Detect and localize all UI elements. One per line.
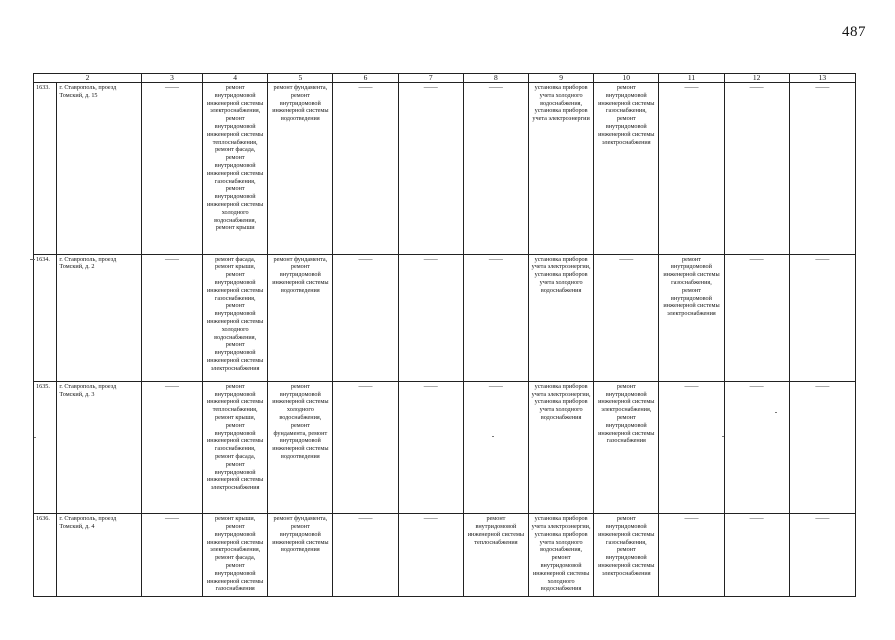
work-line: инженерной системы <box>532 569 590 577</box>
empty-cell-dash <box>398 381 463 513</box>
work-line: установка приборов <box>534 271 588 279</box>
work-line: электроснабжения, <box>210 546 261 554</box>
work-cell-c4 <box>203 514 268 597</box>
work-line: внутридомовой <box>214 390 256 398</box>
empty-cell-dash <box>724 514 789 597</box>
work-line: внутридомовой <box>214 569 256 577</box>
work-line: газоснабжения, ремонт <box>605 538 647 554</box>
work-line: ремонт внутридомовой <box>475 515 517 530</box>
work-line: внутридомовой <box>214 161 256 169</box>
empty-cell-dash <box>789 381 855 513</box>
work-line: электроснабжения <box>210 364 260 372</box>
work-line: ремонт <box>225 84 245 91</box>
work-line: водоснабжения, <box>214 216 257 224</box>
work-line: ремонт <box>225 421 245 429</box>
dash-mark: —— <box>423 514 438 523</box>
table-row <box>34 83 856 255</box>
work-cell-c5 <box>268 254 333 381</box>
empty-cell-dash <box>724 254 789 381</box>
work-line: внутридомовой <box>214 429 256 437</box>
work-line: газоснабжения <box>215 585 255 593</box>
work-cell-c9 <box>529 381 594 513</box>
scan-mark <box>30 259 35 260</box>
dash-mark: —— <box>488 381 503 390</box>
empty-cell-dash <box>789 83 855 255</box>
work-line: холодного <box>547 577 575 585</box>
work-line: ремонт внутридомовой <box>279 522 321 538</box>
work-line: водоотведения <box>281 453 320 461</box>
work-line: фундамента, ремонт <box>273 429 328 437</box>
work-cell-c8 <box>463 514 528 597</box>
work-line: ремонт <box>225 460 245 468</box>
table-row <box>34 514 856 597</box>
work-line: холодного <box>221 208 249 216</box>
work-cell-c4 <box>203 381 268 513</box>
empty-cell-dash <box>789 514 855 597</box>
empty-cell-dash <box>594 254 659 381</box>
dash-mark: —— <box>358 381 373 390</box>
work-line: установка приборов <box>534 398 588 406</box>
work-line: учета холодного <box>539 538 583 546</box>
work-line: инженерной системы <box>598 530 655 538</box>
empty-cell-dash <box>398 254 463 381</box>
work-line: инженерной системы <box>467 530 525 538</box>
empty-cell-dash <box>463 83 528 255</box>
scan-mark <box>722 436 724 437</box>
work-line: ремонт фасада, <box>215 255 256 263</box>
work-line: ремонт фасада, <box>215 146 256 154</box>
work-line: установка приборов <box>534 84 588 91</box>
dash-mark: —— <box>358 83 373 91</box>
work-line: инженерной системы <box>207 476 264 484</box>
row-number: 1635. <box>34 381 57 513</box>
work-line: внутридомовой <box>605 554 647 562</box>
work-line: холодного <box>286 406 314 414</box>
work-line: внутридомовой <box>214 530 256 538</box>
work-line: установка приборов <box>534 530 588 538</box>
work-line: ремонт внутридомовой <box>279 263 321 279</box>
dash-mark: —— <box>488 254 503 263</box>
work-line: инженерной системы <box>207 437 264 445</box>
empty-cell-dash <box>333 254 398 381</box>
work-line: электроснабжения, <box>601 406 652 414</box>
work-line: холодного <box>221 325 249 333</box>
work-line: инженерной системы <box>207 357 264 365</box>
work-line: внутридомовой <box>214 279 256 287</box>
work-cell-c4 <box>203 254 268 381</box>
work-line: ремонт <box>225 115 245 123</box>
scan-mark <box>492 436 494 437</box>
capital-repair-table <box>33 73 856 597</box>
work-line: инженерной системы <box>272 107 329 115</box>
empty-cell-dash <box>398 514 463 597</box>
empty-cell-dash <box>463 381 528 513</box>
empty-cell-dash <box>333 83 398 255</box>
empty-cell-dash <box>141 381 202 513</box>
address-cell: г. Ставрополь, проезд Томский, д. 2 <box>57 254 142 381</box>
work-cell-c4 <box>203 83 268 255</box>
column-header: 7 <box>398 74 463 83</box>
work-line: ремонт фасада, <box>215 453 256 461</box>
work-line: газоснабжения, ремонт <box>671 279 712 294</box>
empty-cell-dash <box>724 381 789 513</box>
work-cell-c9 <box>529 514 594 597</box>
work-line: внутридомовой <box>605 122 647 130</box>
dash-mark: —— <box>165 83 179 91</box>
dash-mark: —— <box>423 83 438 91</box>
work-line: ремонт фундамента, <box>273 255 328 263</box>
work-line: инженерной системы <box>598 99 655 107</box>
address-cell: г. Ставрополь, проезд Томский, д. 3 <box>57 381 142 513</box>
work-line: инженерной системы <box>272 445 329 453</box>
work-line: ремонт <box>225 302 245 310</box>
column-header: 4 <box>203 74 268 83</box>
scan-mark <box>34 437 36 438</box>
work-line: газоснабжения, <box>214 177 256 185</box>
empty-cell-dash <box>333 514 398 597</box>
work-line: внутридомовой <box>279 437 321 445</box>
dash-mark: —— <box>165 254 179 263</box>
column-header: 9 <box>529 74 594 83</box>
address-cell: г. Ставрополь, проезд Томский, д. 4 <box>57 514 142 597</box>
dash-mark: —— <box>684 83 699 91</box>
scan-mark <box>775 412 777 413</box>
table-row <box>34 381 856 513</box>
work-line: ремонт <box>225 382 245 390</box>
work-line: ремонт внутридомовой <box>605 515 647 530</box>
work-line: инженерной системы <box>207 286 264 294</box>
work-line: инженерной системы <box>663 271 720 279</box>
work-line: инженерной системы <box>207 538 264 546</box>
column-header: 12 <box>724 74 789 83</box>
work-cell-c5 <box>268 83 333 255</box>
work-line: ремонт <box>225 341 245 349</box>
dash-mark: —— <box>749 83 764 91</box>
work-line: ремонт внутридомовой <box>605 414 647 429</box>
dash-mark: —— <box>815 83 830 91</box>
dash-mark: —— <box>684 381 699 390</box>
work-line: внутридомовой <box>214 310 256 318</box>
dash-mark: —— <box>749 514 764 523</box>
work-line: газоснабжения, ремонт <box>605 107 647 123</box>
work-line: ремонт внутридомовой <box>605 382 647 398</box>
dash-mark: —— <box>358 514 373 523</box>
work-line: электроснабжения <box>210 484 260 492</box>
column-header: 11 <box>659 74 724 83</box>
dash-mark: —— <box>684 514 699 523</box>
work-line: ремонт <box>225 154 245 162</box>
work-line: инженерной системы <box>207 577 264 585</box>
work-line: инженерной системы <box>207 200 264 208</box>
empty-cell-dash <box>659 514 724 597</box>
work-line: ремонт <box>225 185 245 193</box>
empty-cell-dash <box>398 83 463 255</box>
work-line: водоотведения <box>281 286 320 294</box>
column-header: 6 <box>333 74 398 83</box>
row-number: 1634. <box>34 254 57 381</box>
dash-mark: —— <box>488 83 503 91</box>
work-line: теплоснабжения <box>474 538 518 546</box>
work-line: инженерной системы <box>663 302 720 310</box>
work-line: водоснабжения <box>540 414 582 422</box>
dash-mark: —— <box>358 254 373 263</box>
dash-mark: —— <box>815 254 830 263</box>
column-header: 13 <box>789 74 855 83</box>
empty-cell-dash <box>333 381 398 513</box>
work-line: внутридомовой <box>671 294 712 302</box>
work-line: водоснабжения, ремонт <box>540 546 583 562</box>
work-cell-c9 <box>529 83 594 255</box>
column-number-row <box>34 74 856 83</box>
dash-mark: —— <box>423 381 438 390</box>
work-line: водоотведения <box>281 546 320 554</box>
work-line: водоснабжения, <box>540 99 583 107</box>
work-line: теплоснабжения, <box>212 406 258 414</box>
work-line: ремонт внутридомовой <box>671 255 712 271</box>
page-number: 487 <box>842 24 866 40</box>
work-line: водоснабжения <box>540 585 582 593</box>
dash-mark: —— <box>165 514 179 523</box>
empty-cell-dash <box>463 254 528 381</box>
work-line: водоснабжения, ремонт <box>279 414 322 429</box>
work-line: ремонт крыши, <box>215 414 256 422</box>
work-line: электроснабжения <box>601 138 651 146</box>
work-line: теплоснабжения, <box>212 138 258 146</box>
work-line: электроснабжения <box>601 569 651 577</box>
work-line: учета холодного <box>539 279 583 287</box>
address-cell: г. Ставрополь, проезд Томский, д. 15 <box>57 83 142 255</box>
work-line: ремонт внутридомовой <box>605 84 647 99</box>
column-header: 2 <box>34 74 142 83</box>
work-cell-c5 <box>268 514 333 597</box>
row-number: 1636. <box>34 514 57 597</box>
work-line: ремонт фундамента, <box>273 515 328 523</box>
work-line: ремонт фундамента, <box>273 84 328 91</box>
row-number: 1633. <box>34 83 57 255</box>
work-line: ремонт <box>225 561 245 569</box>
work-line: инженерной системы <box>207 99 264 107</box>
dash-mark: —— <box>749 254 764 263</box>
column-header: 8 <box>463 74 528 83</box>
work-line: внутридомовой <box>214 91 256 99</box>
empty-cell-dash <box>724 83 789 255</box>
work-line: ремонт фасада, <box>215 554 256 562</box>
work-line: ремонт <box>225 522 245 530</box>
work-line: газоснабжения, <box>214 294 256 302</box>
work-line: установка приборов <box>534 515 588 523</box>
dash-mark: —— <box>749 381 764 390</box>
work-line: ремонт внутридомовой <box>279 91 321 107</box>
work-line: инженерной системы <box>598 429 655 437</box>
work-line: внутридомовой <box>540 561 582 569</box>
work-line: инженерной системы <box>207 130 264 138</box>
work-line: учета электроэнергии <box>532 115 590 123</box>
work-cell-c9 <box>529 254 594 381</box>
dash-mark: —— <box>619 254 634 263</box>
work-line: электроснабжения, <box>210 107 261 115</box>
work-line: внутридомовой <box>214 468 256 476</box>
column-header: 5 <box>268 74 333 83</box>
work-line: электроснабжения <box>667 310 716 318</box>
work-line: ремонт <box>225 271 245 279</box>
dash-mark: —— <box>423 254 438 263</box>
empty-cell-dash <box>141 254 202 381</box>
work-line: учета холодного <box>539 406 583 414</box>
work-cell-c11 <box>659 254 724 381</box>
work-line: инженерной системы <box>207 398 264 406</box>
work-line: инженерной системы <box>207 318 264 326</box>
work-line: установка приборов <box>534 255 588 263</box>
empty-cell-dash <box>141 514 202 597</box>
work-line: инженерной системы <box>598 561 655 569</box>
work-cell-c10 <box>594 83 659 255</box>
work-line: газоснабжения <box>606 437 646 445</box>
work-line: инженерной системы <box>598 130 655 138</box>
work-line: ремонт крыши, <box>215 263 256 271</box>
dash-mark: —— <box>165 381 179 390</box>
empty-cell-dash <box>789 254 855 381</box>
work-line: установка приборов <box>534 107 588 115</box>
dash-mark: —— <box>815 514 830 523</box>
work-line: водоснабжения <box>540 286 582 294</box>
dash-mark: —— <box>815 381 830 390</box>
column-header: 10 <box>594 74 659 83</box>
work-line: водоотведения <box>281 115 320 123</box>
work-line: установка приборов <box>534 382 588 390</box>
work-line: внутридомовой <box>214 122 256 130</box>
work-line: ремонт крыши <box>215 224 255 232</box>
work-line: учета электроэнергии, <box>531 263 591 271</box>
column-header: 3 <box>141 74 202 83</box>
work-cell-c10 <box>594 381 659 513</box>
empty-cell-dash <box>141 83 202 255</box>
work-line: инженерной системы <box>272 538 329 546</box>
work-line: газоснабжения, <box>214 445 256 453</box>
empty-cell-dash <box>659 83 724 255</box>
work-line: учета холодного <box>539 91 583 99</box>
work-line: учета электроэнергии, <box>531 522 591 530</box>
table-row <box>34 254 856 381</box>
work-line: инженерной системы <box>598 398 655 406</box>
work-line: инженерной системы <box>207 169 264 177</box>
work-line: инженерной системы <box>272 279 329 287</box>
work-line: ремонт крыши, <box>215 515 256 523</box>
work-line: внутридомовой <box>214 193 256 201</box>
work-line: учета электроэнергии, <box>531 390 591 398</box>
work-line: водоснабжения, <box>214 333 257 341</box>
work-line: ремонт внутридомовой <box>279 382 321 398</box>
work-cell-c10 <box>594 514 659 597</box>
work-line: инженерной системы <box>272 398 329 406</box>
work-cell-c5 <box>268 381 333 513</box>
work-line: внутридомовой <box>214 349 256 357</box>
empty-cell-dash <box>659 381 724 513</box>
